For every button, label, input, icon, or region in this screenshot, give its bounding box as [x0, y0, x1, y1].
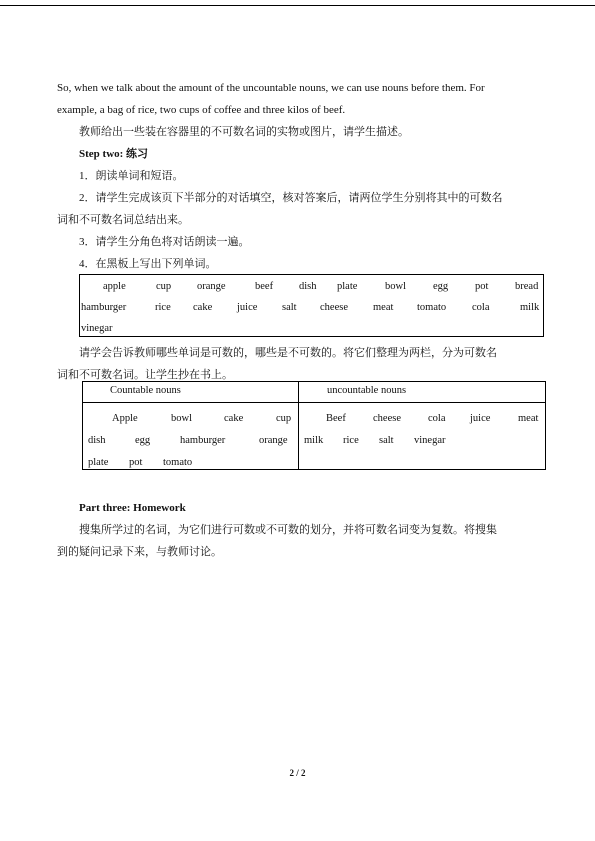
part-three-line-2: 到的疑问记录下来，与教师讨论。 — [57, 546, 222, 558]
word: cola — [472, 302, 490, 313]
word: cake — [224, 413, 244, 424]
step-two-item-1: 1．朗读单词和短语。 — [79, 170, 184, 182]
word-row-3 — [80, 319, 543, 339]
uncountable-row-1 — [83, 409, 545, 429]
word-row-1 — [80, 277, 543, 297]
word: egg — [135, 435, 151, 446]
word: salt — [379, 435, 394, 446]
word: vinegar — [81, 323, 113, 334]
word: plate — [337, 281, 358, 292]
word: bowl — [171, 413, 192, 424]
word: milk — [304, 435, 324, 446]
word: tomato — [417, 302, 447, 313]
word-box — [79, 274, 544, 337]
uncountable-header: uncountable nouns — [327, 385, 407, 396]
countable-header: Countable nouns — [110, 385, 181, 396]
word: pot — [475, 281, 489, 292]
sort-instruction-line-2: 词和不可数名词。让学生抄在书上。 — [57, 369, 233, 381]
step-two-heading: Step two: 练习 — [79, 148, 149, 160]
word: cake — [193, 302, 213, 313]
word: egg — [433, 281, 449, 292]
word: pot — [129, 457, 143, 468]
step-two-item-4: 4．在黑板上写出下列单词。 — [79, 258, 217, 270]
word: orange — [197, 281, 226, 292]
table-header-row — [83, 382, 545, 403]
uncountable-row-2 — [83, 431, 545, 451]
word: rice — [155, 302, 171, 313]
intro-line-1: So, when we talk about the amount of the uncountable nouns, we can use nouns before them. For — [57, 82, 485, 94]
word: Apple — [112, 413, 138, 424]
page-number: 2 / 2 — [289, 768, 306, 778]
word: cup — [156, 281, 172, 292]
word: meat — [518, 413, 539, 424]
word: tomato — [163, 457, 193, 468]
word: cup — [276, 413, 292, 424]
intro-line-2: example, a bag of rice, two cups of coffee and three kilos of beef. — [57, 104, 346, 116]
part-three-line-1: 搜集所学过的名词，为它们进行可数或不可数的划分，并将可数名词变为复数。将搜集 — [79, 524, 497, 536]
word: meat — [373, 302, 394, 313]
countable-row-3 — [83, 453, 545, 473]
word: bread — [515, 281, 539, 292]
word: apple — [103, 281, 126, 292]
sort-instruction-line-1: 请学会告诉教师哪些单词是可数的，哪些是不可数的。将它们整理为两栏，分为可数名 — [79, 347, 497, 359]
word: milk — [520, 302, 540, 313]
noun-sort-table — [82, 381, 546, 470]
word: vinegar — [414, 435, 446, 446]
part-three-heading: Part three: Homework — [79, 502, 186, 514]
word: dish — [88, 435, 106, 446]
word: salt — [282, 302, 297, 313]
word-row-2 — [80, 298, 543, 318]
step-two-item-2-cont: 词和不可数名词总结出来。 — [57, 214, 189, 226]
word: orange — [259, 435, 288, 446]
word: cheese — [373, 413, 401, 424]
word: beef — [255, 281, 274, 292]
word: bowl — [385, 281, 406, 292]
word: cheese — [320, 302, 348, 313]
word: dish — [299, 281, 317, 292]
word: plate — [88, 457, 109, 468]
teacher-note: 教师给出一些装在容器里的不可数名词的实物或图片，请学生描述。 — [79, 126, 409, 138]
word: juice — [470, 413, 491, 424]
word: Beef — [326, 413, 346, 424]
word: juice — [237, 302, 258, 313]
step-two-item-3: 3．请学生分角色将对话朗读一遍。 — [79, 236, 250, 248]
word: hamburger — [180, 435, 226, 446]
word: rice — [343, 435, 359, 446]
word: hamburger — [81, 302, 127, 313]
word: cola — [428, 413, 446, 424]
step-two-item-2: 2．请学生完成该页下半部分的对话填空，核对答案后，请两位学生分别将其中的可数名 — [79, 192, 503, 204]
